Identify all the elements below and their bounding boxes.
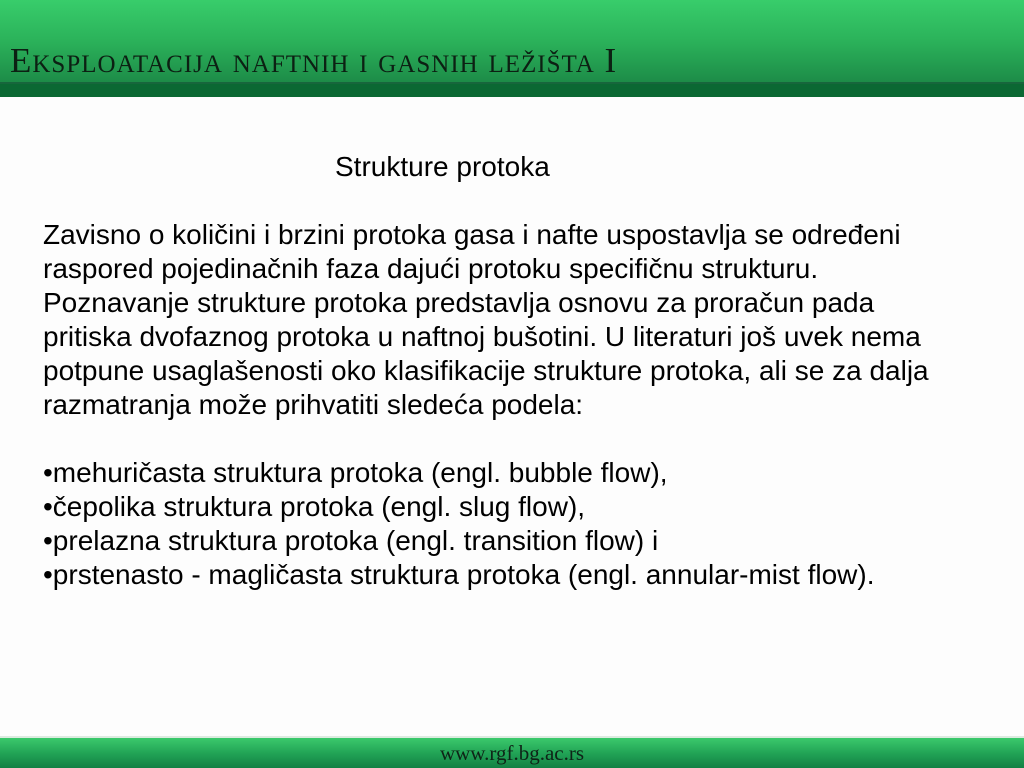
footer-url: www.rgf.bg.ac.rs — [439, 740, 585, 765]
paragraph-line: potpune usaglašenosti oko klasifikacije strukture protoka, ali se za dalja — [43, 355, 929, 386]
paragraph-line: raspored pojedinačnih faza dajući protoku specifičnu strukturu. — [43, 253, 819, 284]
bullet-item: •prelazna struktura protoka (engl. transition flow) i — [43, 525, 659, 556]
slide-body-text — [43, 150, 993, 592]
bullet-item: •čepolika struktura protoka (engl. slug flow), — [43, 491, 586, 522]
course-title: Eksploatacija naftnih i gasnih ležišta I — [10, 41, 618, 80]
header-accent-strip — [0, 82, 1024, 97]
header-gradient-band — [0, 0, 1024, 82]
paragraph-line: razmatranja može prihvatiti sledeća podela: — [43, 389, 584, 420]
bullet-item: •prstenasto - magličasta struktura protoka (engl. annular-mist flow). — [43, 559, 875, 590]
slide-header — [0, 0, 1024, 97]
paragraph-line: Zavisno o količini i brzini protoka gasa i nafte uspostavlja se određeni — [43, 219, 901, 250]
slide-footer — [0, 736, 1024, 768]
paragraph-line: pritiska dvofaznog protoka u naftnoj bušotini. U literaturi još uvek nema — [43, 321, 921, 352]
bullet-item: •mehuričasta struktura protoka (engl. bubble flow), — [43, 457, 668, 488]
section-heading: Strukture protoka — [335, 151, 550, 182]
paragraph-line: Poznavanje strukture protoka predstavlja osnovu za proračun pada — [43, 287, 875, 318]
spacer — [43, 422, 993, 456]
spacer — [43, 184, 993, 218]
